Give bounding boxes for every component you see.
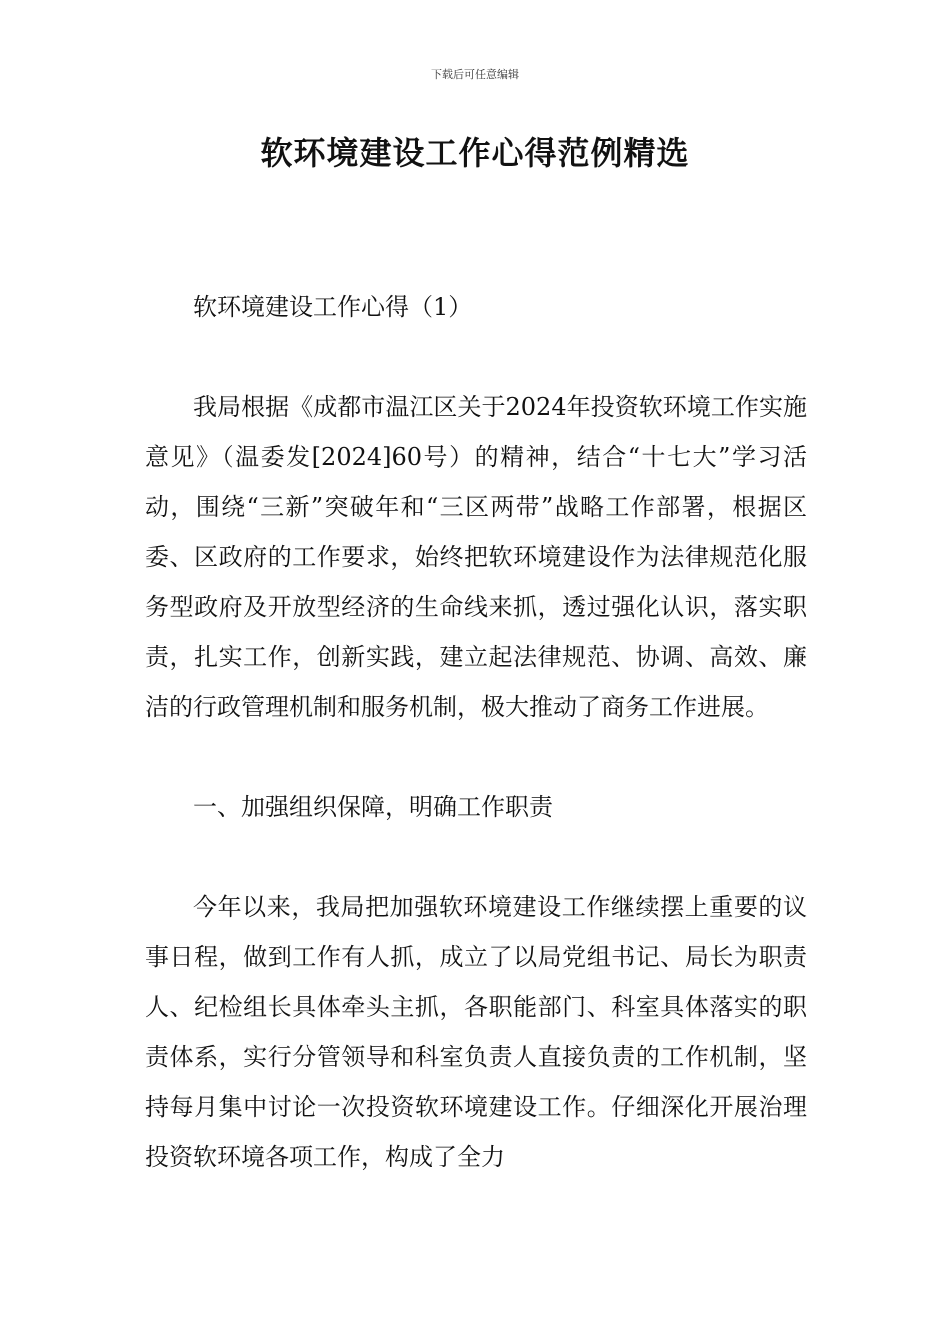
section-title: 软环境建设工作心得（1） [193, 293, 473, 321]
spacer [145, 832, 807, 882]
heading-1: 一、加强组织保障，明确工作职责 [193, 793, 553, 821]
header-note: 下载后可任意编辑 [431, 68, 519, 81]
spacer [145, 332, 807, 382]
paragraph-2: 今年以来，我局把加强软环境建设工作继续摆上重要的议事日程，做到工作有人抓，成立了以局党组书记、局长为职责人、纪检组长具体牵头主抓，各职能部门、科室具体落实的职责体系，实行分管领导和科室负责人直接负责的工作机制，坚持每月集中讨论一次投资软环境建设工作。仔细深化开展治理投资软环境各项工作，构成了全力 [145, 893, 807, 1171]
spacer [145, 732, 807, 782]
document-body [145, 282, 807, 1182]
paragraph-1: 我局根据《成都市温江区关于2024年投资软环境工作实施意见》（温委发[2024]60号）的精神，结合“十七大”学习活动，围绕“三新”突破年和“三区两带”战略工作部署，根据区委、区政府的工作要求，始终把软环境建设作为法律规范化服务型政府及开放型经济的生命线来抓，透过强化认识，落实职责，扎实工作，创新实践，建立起法律规范、协调、高效、廉洁的行政管理机制和服务机制，极大推动了商务工作进展。 [145, 393, 807, 721]
document-title: 软环境建设工作心得范例精选 [260, 134, 690, 172]
